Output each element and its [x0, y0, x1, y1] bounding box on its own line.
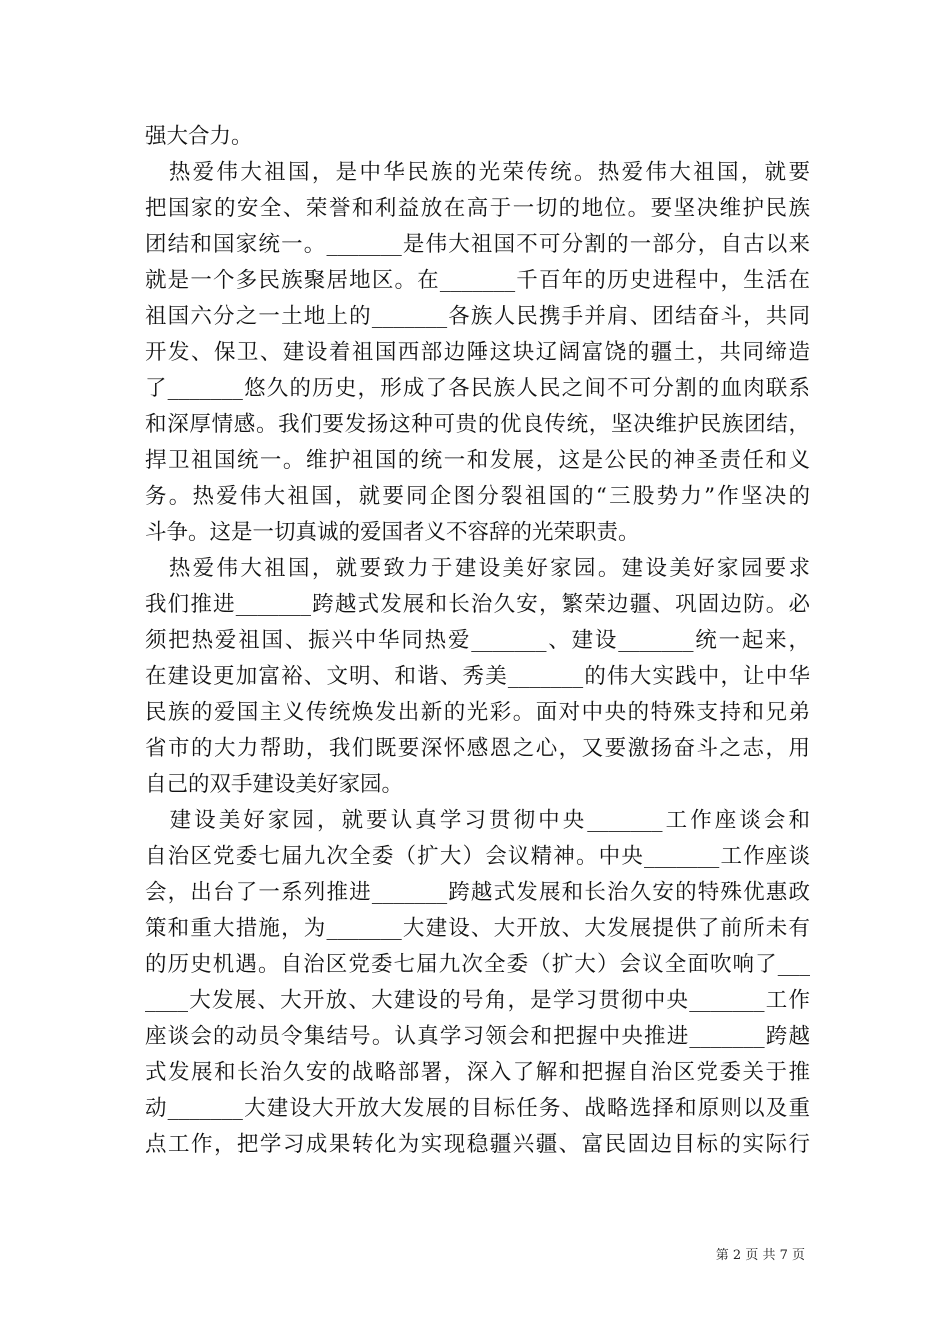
text-line: 热爱伟大祖国，就要致力于建设美好家园。建设美好家园要求	[145, 556, 810, 581]
text-line: 点工作，把学习成果转化为实现稳疆兴疆、富民固边目标的实际行	[145, 1132, 810, 1157]
text-line: 民族的爱国主义传统焕发出新的光彩。面对中央的特殊支持和兄弟	[145, 700, 810, 725]
text-line: 捍卫祖国统一。维护祖国的统一和发展，这是公民的神圣责任和义	[145, 448, 810, 473]
text-line: 式发展和长治久安的战略部署，深入了解和把握自治区党委关于推	[145, 1060, 810, 1085]
text-line: 座谈会的动员令集结号。认真学习领会和把握中央推进_______跨越	[145, 1024, 810, 1049]
text-line: 自己的双手建设美好家园。	[145, 772, 404, 797]
text-line: 强大合力。	[145, 124, 253, 149]
text-line: 在建设更加富裕、文明、和谐、秀美_______的伟大实践中，让中华	[145, 664, 810, 689]
text-line: 了_______悠久的历史，形成了各民族人民之间不可分割的血肉联系	[145, 376, 810, 401]
text-line: 开发、保卫、建设着祖国西部边陲这块辽阔富饶的疆土，共同缔造	[145, 340, 810, 365]
text-line: 和深厚情感。我们要发扬这种可贵的优良传统，坚决维护民族团结，	[145, 412, 810, 437]
text-line: 省市的大力帮助，我们既要深怀感恩之心，又要激扬奋斗之志，用	[145, 736, 810, 761]
text-line: 自治区党委七届九次全委（扩大）会议精神。中央_______工作座谈	[145, 844, 810, 869]
text-line: 把国家的安全、荣誉和利益放在高于一切的地位。要坚决维护民族	[145, 196, 810, 221]
page-number: 第 2 页 共 7 页	[715, 1248, 805, 1263]
text-line: 动_______大建设大开放大发展的目标任务、战略选择和原则以及重	[145, 1096, 810, 1121]
text-line: 热爱伟大祖国，是中华民族的光荣传统。热爱伟大祖国，就要	[145, 160, 810, 185]
text-line: 须把热爱祖国、振兴中华同热爱_______、建设_______统一起来，	[145, 628, 810, 653]
text-line: 建设美好家园，就要认真学习贯彻中央_______工作座谈会和	[145, 808, 810, 833]
text-line: 团结和国家统一。_______是伟大祖国不可分割的一部分，自古以来	[145, 232, 810, 257]
text-line: 就是一个多民族聚居地区。在_______千百年的历史进程中，生活在	[145, 268, 810, 293]
text-line: 祖国六分之一土地上的_______各族人民携手并肩、团结奋斗，共同	[145, 304, 810, 329]
text-line: 务。热爱伟大祖国，就要同企图分裂祖国的“三股势力”作坚决的	[145, 484, 810, 509]
text-line: 斗争。这是一切真诚的爱国者义不容辞的光荣职责。	[145, 520, 640, 545]
text-line: ____大发展、大开放、大建设的号角，是学习贯彻中央_______工作	[145, 988, 810, 1013]
text-line: 我们推进_______跨越式发展和长治久安，繁荣边疆、巩固边防。必	[145, 592, 810, 617]
text-line: 会，出台了一系列推进_______跨越式发展和长治久安的特殊优惠政	[145, 880, 810, 905]
text-line: 的历史机遇。自治区党委七届九次全委（扩大）会议全面吹响了___	[145, 952, 810, 977]
text-line: 策和重大措施，为_______大建设、大开放、大发展提供了前所未有	[145, 916, 810, 941]
